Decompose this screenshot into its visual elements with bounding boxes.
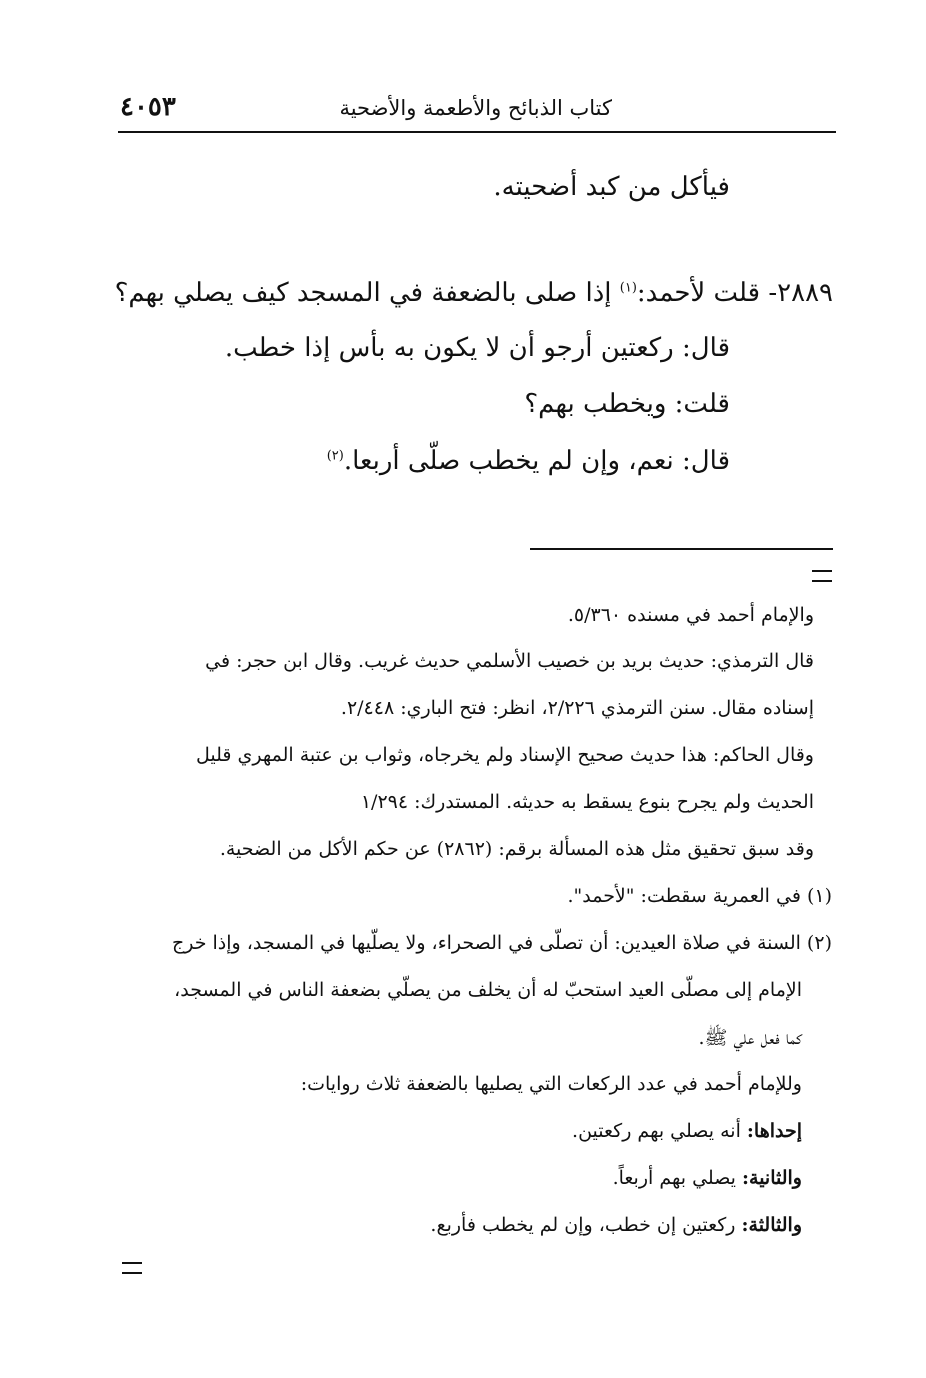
running-title: كتاب الذبائح والأطعمة والأضحية (339, 96, 612, 120)
question-end: إذا صلى بالضعفة في المسجد كيف يصلي بهم؟ (114, 278, 620, 308)
entry-number: ٢٨٨٩- (760, 278, 833, 308)
footnote-separator (530, 548, 833, 550)
footnote-line: والإمام أحمد في مسنده ٥/٣٦٠. (567, 604, 814, 626)
footnote-2: (٢) السنة في صلاة العيدين: أن تصلّى في الصحراء، ولا يصلّيها في المسجد، وإذا خرج (172, 932, 832, 954)
continuation-mark-top (812, 570, 832, 582)
answer-2-text: قال: نعم، وإن لم يخطب صلّى أربعا. (343, 446, 730, 476)
narration-text: يصلي بهم أربعاً. (612, 1167, 742, 1189)
page-number: ٤٠٥٣ (120, 92, 176, 122)
continuation-mark-bottom (122, 1262, 142, 1274)
narration-text: أنه يصلي بهم ركعتين. (572, 1120, 747, 1142)
narration-3 (430, 1214, 802, 1236)
footnote-marker-1: (١) (619, 280, 637, 296)
narration-label: والثالثة: (741, 1214, 802, 1236)
footnote-line: الإمام إلى مصلّى العيد استحبّ له أن يخلف من يصلّي بضعفة الناس في المسجد، (174, 979, 802, 1001)
footnote-line: وللإمام أحمد في عدد الركعات التي يصليها بالضعفة ثلاث روايات: (300, 1073, 802, 1095)
entry-2889-question (115, 278, 833, 308)
footnote-line: قال الترمذي: حديث بريد بن خصيب الأسلمي حديث غريب. وقال ابن حجر: في (205, 650, 814, 672)
footnote-1: (١) في العمرية سقطت: "لأحمد". (567, 885, 832, 907)
footnote-line: إسناده مقال. سنن الترمذي ٢/٢٢٦، انظر: فتح الباري: ٢/٤٤٨. (340, 697, 814, 719)
footnote-marker-2: (٢) (326, 448, 344, 464)
question-2: قلت: ويخطب بهم؟ (524, 389, 730, 419)
footnote-line: وقد سبق تحقيق مثل هذه المسألة برقم: (٢٨٦٢) عن حكم الأكل من الضحية. (219, 838, 814, 860)
narration-label: والثانية: (742, 1167, 802, 1189)
header-rule (118, 131, 836, 133)
continuation-line: فيأكل من كبد أضحيته. (493, 172, 730, 202)
narration-2 (613, 1167, 802, 1189)
footnote-line: كما فعل علي ﷺ. (698, 1027, 802, 1049)
footnote-line: وقال الحاكم: هذا حديث صحيح الإسناد ولم يخرجاه، وثواب بن عتبة المهري قليل (195, 744, 814, 766)
narration-text: ركعتين إن خطب، وإن لم يخطب فأربع. (430, 1214, 742, 1236)
answer-1: قال: ركعتين أرجو أن لا يكون به بأس إذا خطب. (224, 333, 730, 363)
answer-2 (327, 446, 730, 476)
narration-label: إحداها: (746, 1120, 802, 1142)
narration-1 (572, 1120, 802, 1142)
footnote-line: الحديث ولم يجرح بنوع يسقط به حديثه. المستدرك: ١/٢٩٤ (360, 791, 814, 813)
question-start: قلت لأحمد: (636, 278, 761, 308)
